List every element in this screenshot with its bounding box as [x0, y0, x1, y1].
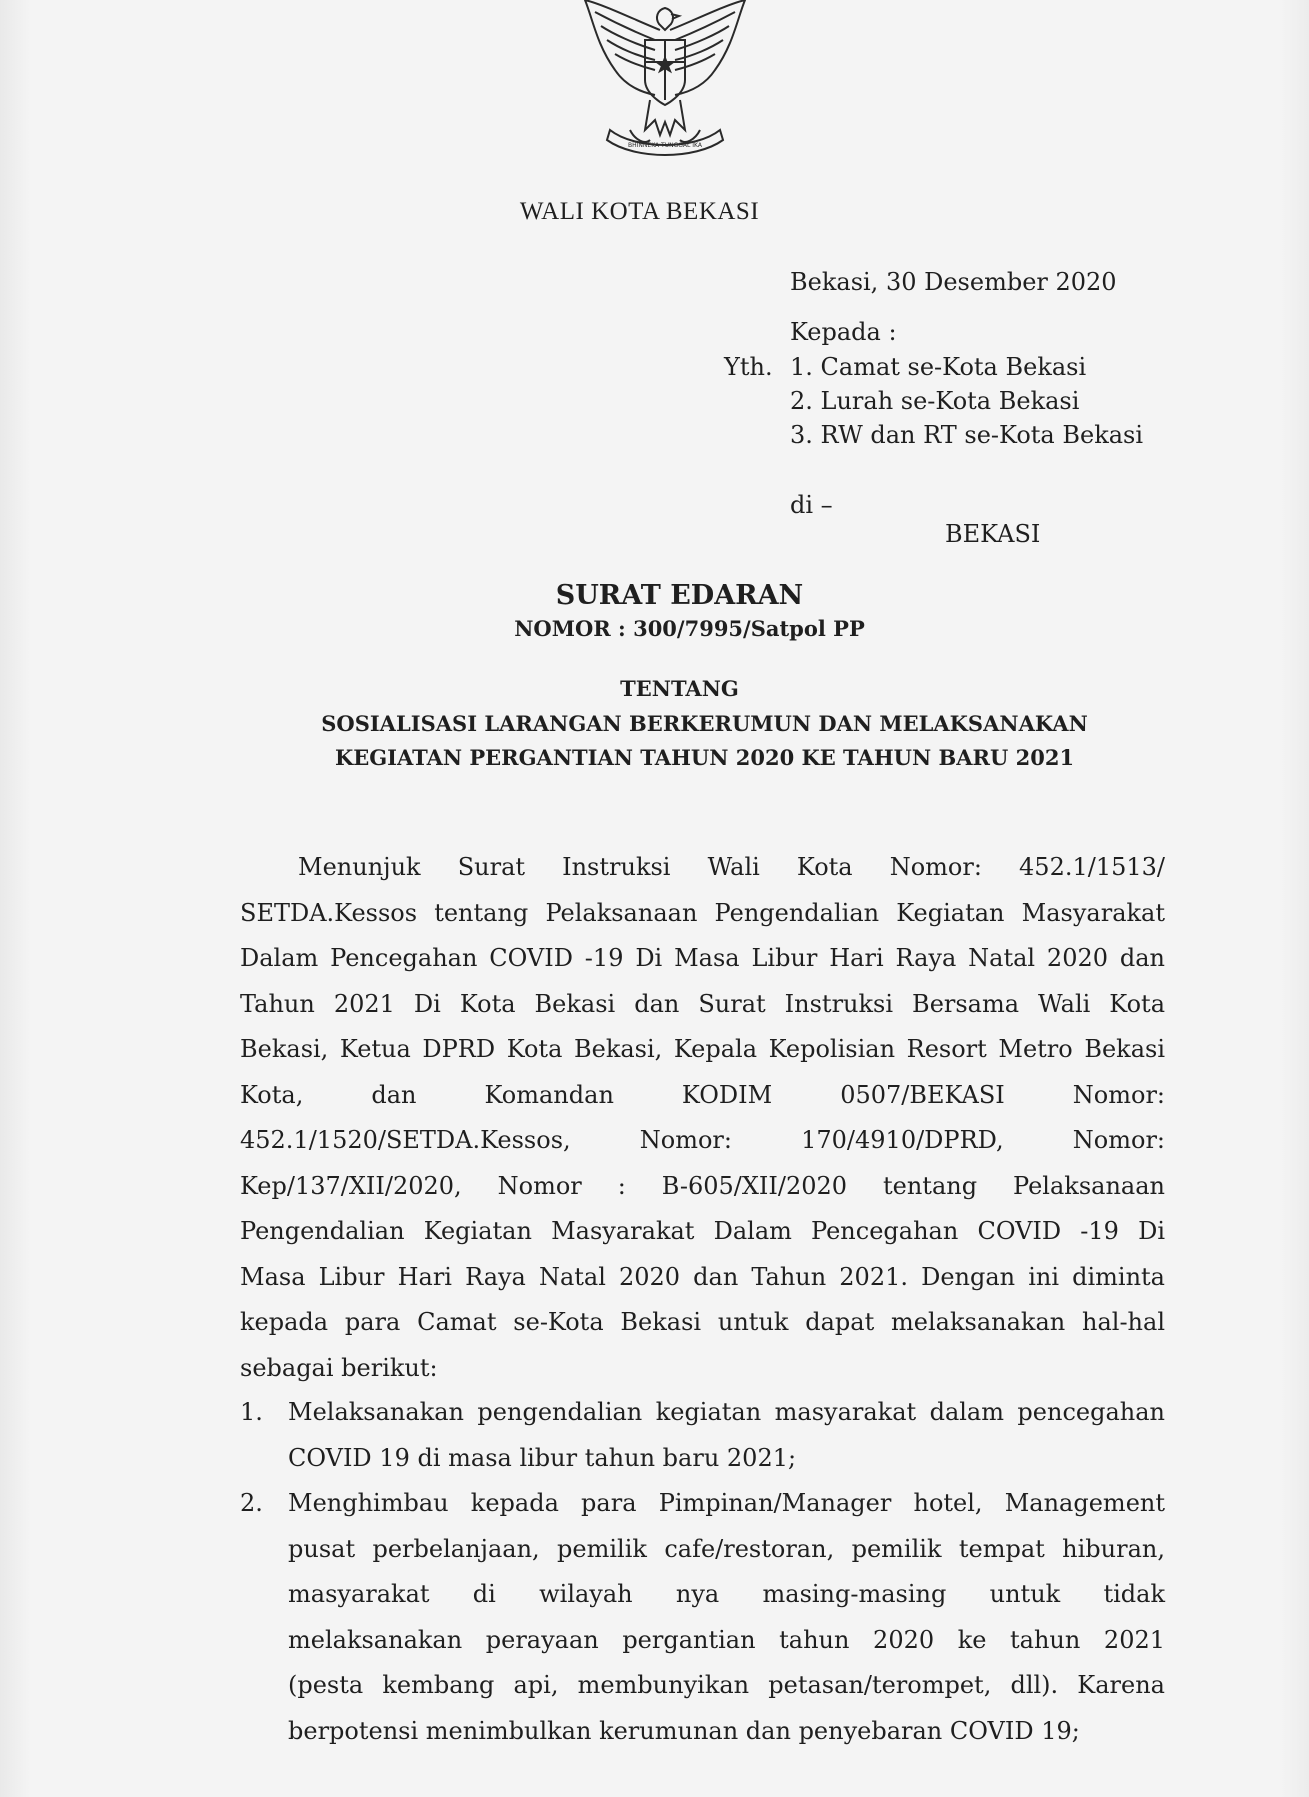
paragraph-line: Kota, dan Komandan KODIM 0507/BEKASI Nomor:: [240, 1080, 1165, 1109]
list-line: berpotensi menimbulkan kerumunan dan penyebaran COVID 19;: [288, 1716, 1080, 1745]
paragraph-line: Dalam Pencegahan COVID -19 Di Masa Libur Hari Raya Natal 2020 dan: [240, 944, 1165, 972]
body-paragraph: [240, 845, 1165, 1391]
yth-label: Yth.: [724, 353, 773, 381]
list-item: [240, 1481, 1165, 1754]
office-title: WALI KOTA BEKASI: [519, 198, 760, 225]
paragraph-line: Menunjuk Surat Instruksi Wali Kota Nomor: 452.1/1513/: [298, 853, 1165, 881]
list-line: masyarakat di wilayah nya masing-masing untuk tidak: [288, 1580, 1165, 1608]
emblem-motto: BHINNEKA TUNGGAL IKA: [628, 142, 702, 149]
list-item: [240, 1390, 1165, 1481]
paragraph-line: SETDA.Kessos tentang Pelaksanaan Pengendalian Kegiatan Masyarakat: [240, 898, 1165, 927]
list-line: Melaksanakan pengendalian kegiatan masyarakat dalam pencegahan: [288, 1398, 1165, 1426]
to-label: Kepada :: [790, 318, 897, 346]
subject-line-2: KEGIATAN PERGANTIAN TAHUN 2020 KE TAHUN BARU 2021: [334, 745, 1075, 770]
paragraph-line: Kep/137/XII/2020, Nomor : B-605/XII/2020 tentang Pelaksanaan: [240, 1171, 1165, 1200]
recipient-2: 2. Lurah se-Kota Bekasi: [790, 387, 1080, 415]
doc-number: NOMOR : 300/7995/Satpol PP: [514, 616, 865, 641]
list-line: Menghimbau kepada para Pimpinan/Manager hotel, Management: [288, 1489, 1165, 1517]
list-line: pusat perbelanjaan, pemilik cafe/restoran, pemilik tempat hiburan,: [288, 1534, 1165, 1563]
subject-line-1: SOSIALISASI LARANGAN BERKERUMUN DAN MELAKSANAKAN: [321, 711, 1088, 736]
instruction-list: [240, 1390, 1165, 1754]
paragraph-line: kepada para Camat se-Kota Bekasi untuk dapat melaksanakan hal-hal: [240, 1308, 1165, 1336]
doc-type-title: SURAT EDARAN: [555, 580, 804, 611]
paragraph-line: 452.1/1520/SETDA.Kessos, Nomor: 170/4910/DPRD, Nomor:: [240, 1126, 1165, 1154]
list-number: 1.: [240, 1398, 263, 1426]
paragraph-line: sebagai berikut:: [240, 1353, 438, 1382]
recipient-1: 1. Camat se-Kota Bekasi: [790, 353, 1087, 381]
paragraph-line: Bekasi, Ketua DPRD Kota Bekasi, Kepala Kepolisian Resort Metro Bekasi: [240, 1035, 1165, 1063]
recipient-3: 3. RW dan RT se-Kota Bekasi: [790, 421, 1144, 449]
paragraph-line: Pengendalian Kegiatan Masyarakat Dalam Pencegahan COVID -19 Di: [240, 1217, 1165, 1245]
paragraph-line: Tahun 2021 Di Kota Bekasi dan Surat Instruksi Bersama Wali Kota: [240, 989, 1165, 1018]
list-line: (pesta kembang api, membunyikan petasan/terompet, dll). Karena: [288, 1671, 1165, 1699]
paragraph-line: Masa Libur Hari Raya Natal 2020 dan Tahun 2021. Dengan ini diminta: [240, 1262, 1165, 1291]
list-line: melaksanakan perayaan pergantian tahun 2020 ke tahun 2021: [288, 1625, 1165, 1654]
di-label: di –: [790, 491, 833, 519]
list-number: 2.: [240, 1489, 263, 1517]
list-line: COVID 19 di masa libur tahun baru 2021;: [288, 1443, 797, 1472]
place-date: Bekasi, 30 Desember 2020: [790, 268, 1117, 296]
city-label: BEKASI: [945, 520, 1041, 548]
about-label: TENTANG: [620, 676, 739, 701]
garuda-emblem-icon: [575, 0, 755, 168]
